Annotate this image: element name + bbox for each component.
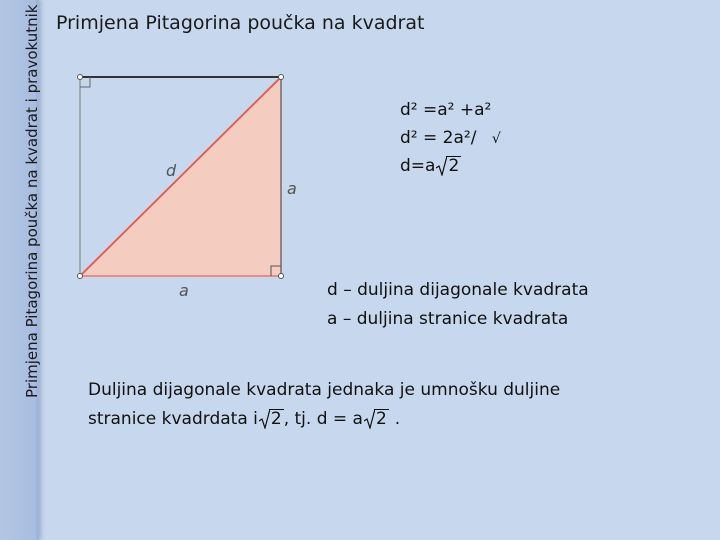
sqrt-expression	[436, 152, 461, 180]
definition-a: a – duljina stranice kvadrata	[327, 309, 569, 329]
sqrt-radicand-1: 2	[270, 409, 282, 429]
sqrt-icon	[259, 409, 270, 429]
label-side-a: a	[287, 179, 297, 198]
vertical-title: Primjena Pitagorina poučka na kvadrat i pravokutnik	[23, 4, 41, 398]
formula-line-2	[400, 124, 501, 152]
vertex-top-left	[78, 75, 83, 80]
conclusion-part-1: stranice kvadrdata i	[88, 409, 258, 429]
conclusion-part-2: , tj. d = a	[283, 409, 363, 429]
definition-d: d – duljina dijagonale kvadrata	[327, 280, 589, 300]
formula-block	[400, 96, 501, 180]
sqrt-radicand-2: 2	[375, 409, 387, 429]
conclusion-end: .	[394, 409, 401, 429]
square-diagram	[60, 62, 310, 302]
sidebar	[0, 0, 39, 540]
slide-title: Primjena Pitagorina poučka na kvadrat	[56, 12, 425, 34]
sqrt-radicand: 2	[448, 156, 460, 176]
conclusion-line-2	[88, 405, 560, 434]
sqrt-icon	[364, 409, 375, 429]
vertex-bottom-left	[78, 274, 83, 279]
sqrt-expression-1	[259, 405, 284, 434]
root-symbol: √	[491, 131, 501, 147]
label-bottom-a: a	[179, 281, 189, 300]
sqrt-expression-2	[364, 405, 389, 434]
formula-line-3-prefix: d=a	[400, 156, 436, 176]
vertex-top-right	[279, 75, 284, 80]
label-diagonal-d: d	[166, 161, 177, 180]
sqrt-icon	[436, 156, 447, 176]
conclusion-line-1: Duljina dijagonale kvadrata jednaka je umnošku duljine	[88, 380, 561, 400]
formula-line-2-text: d² = 2a²/	[400, 128, 477, 148]
formula-line-3	[400, 152, 501, 180]
conclusion-text	[88, 376, 560, 434]
vertex-bottom-right	[279, 274, 284, 279]
formula-line-1: d² =a² +a²	[400, 100, 492, 120]
definitions	[327, 276, 589, 334]
